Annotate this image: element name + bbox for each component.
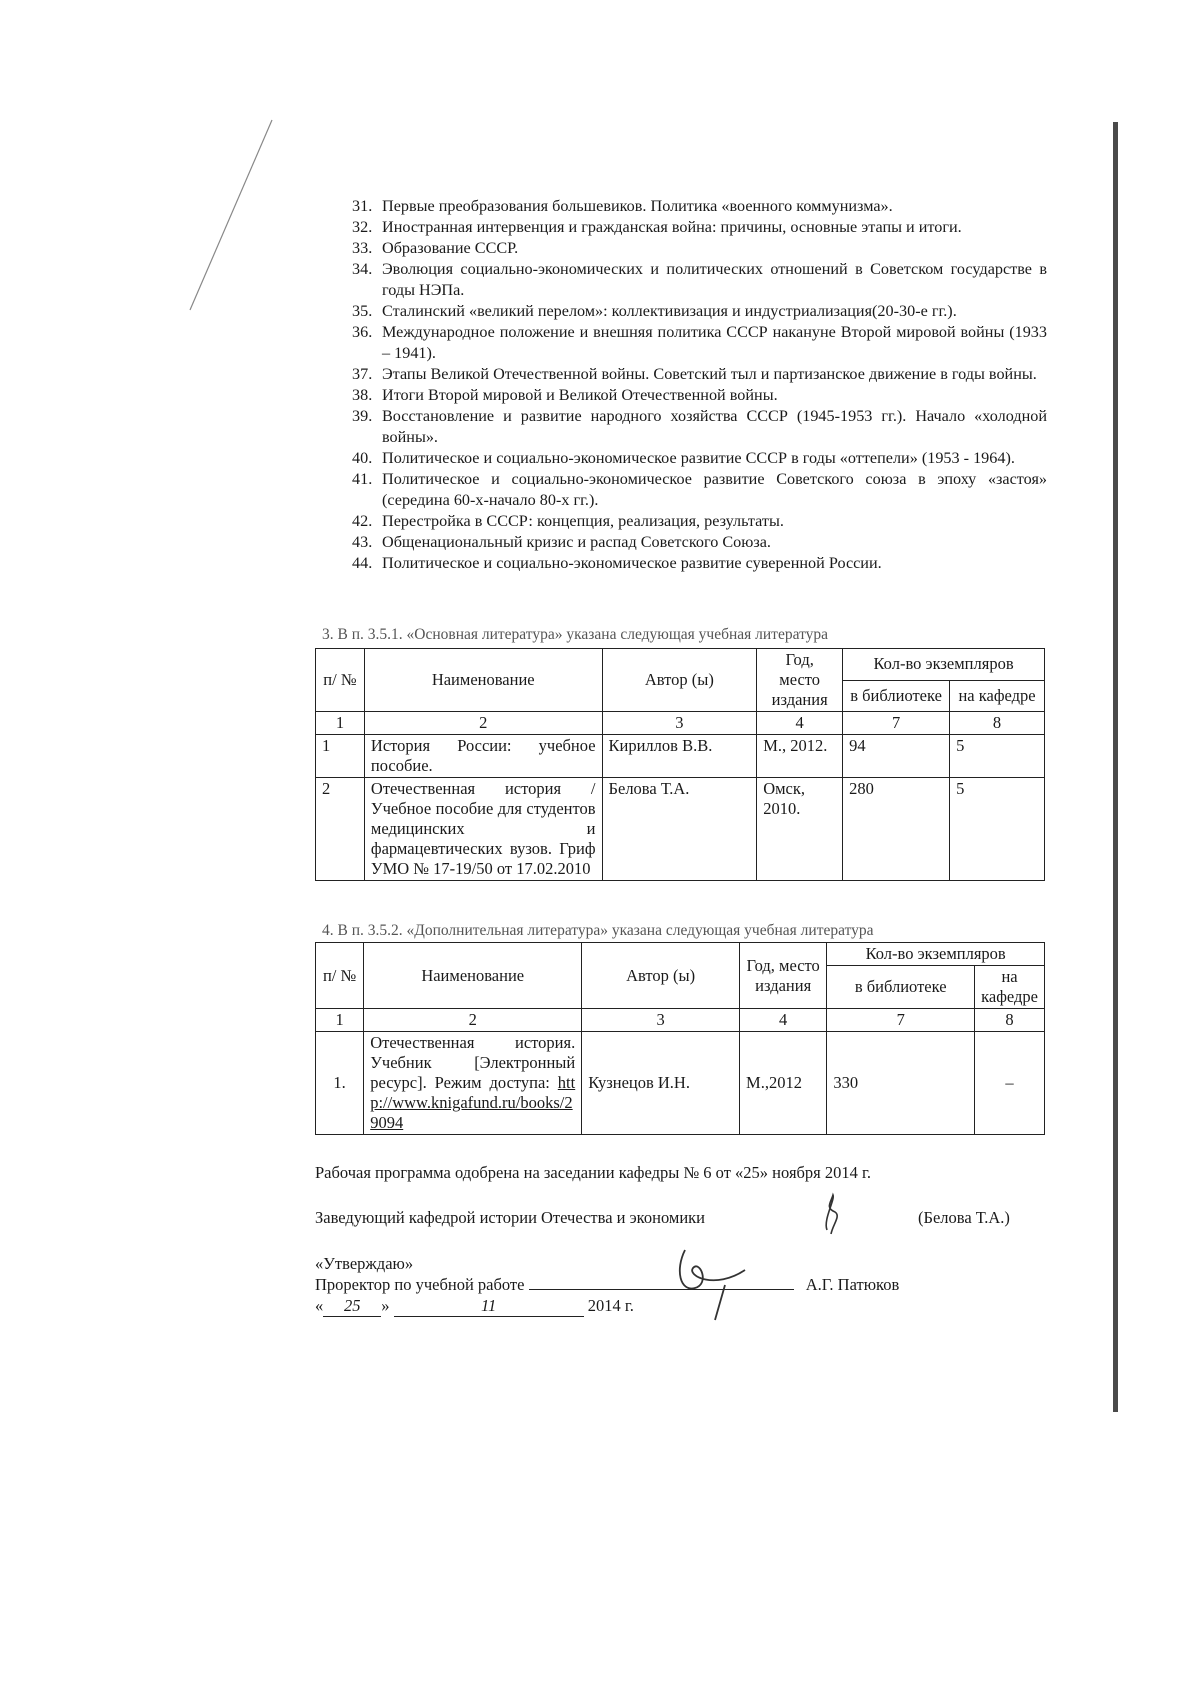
list-item-number: 37. (352, 365, 373, 383)
col-header-library: в библиотеке (827, 966, 975, 1009)
scan-artifact-line (0, 0, 300, 320)
list-item (352, 448, 1047, 469)
list-item-text: Сталинский «великий перелом»: коллективизация и индустриализация(20-30-е гг.). (382, 302, 957, 320)
list-item (352, 511, 1047, 532)
table-index-row (316, 712, 1045, 735)
list-item-text: Восстановление и развитие народного хозяйства СССР (1945-1953 гг.). Начало «холодной войны». (382, 407, 1047, 446)
list-item-text: Политическое и социально-экономическое развитие Советского союза в эпоху «застоя» (середина 60-х-начало 80-х гг.). (382, 470, 1047, 509)
date-year: 2014 г. (587, 1296, 634, 1315)
col-header-copies: Кол-во экземпляров (827, 943, 1045, 966)
list-item-number: 31. (352, 197, 373, 215)
col-header-copies: Кол-во экземпляров (843, 649, 1045, 681)
list-item (352, 385, 1047, 406)
index-cell: 4 (740, 1009, 827, 1032)
list-item-number: 33. (352, 239, 373, 257)
section3-caption: 3. В п. 3.5.1. «Основная литература» указана следующая учебная литература (322, 626, 829, 643)
section4-caption: 4. В п. 3.5.2. «Дополнительная литература» указана следующая учебная литература (322, 922, 874, 939)
main-literature-table (315, 648, 1045, 881)
approval-note: Рабочая программа одобрена на заседании кафедры № 6 от «25» ноября 2014 г. (315, 1163, 872, 1182)
list-item-text: Политическое и социально-экономическое развитие СССР в годы «оттепели» (1953 - 1964). (382, 449, 1015, 467)
cell-name: История России: учебное пособие. (364, 735, 602, 778)
list-item-text: Иностранная интервенция и гражданская война: причины, основные этапы и итоги. (382, 218, 962, 236)
date-open-quote: « (315, 1296, 324, 1315)
index-cell: 7 (827, 1009, 975, 1032)
cell-num: 2 (316, 778, 365, 881)
col-header-name: Наименование (364, 943, 582, 1009)
vice-rector-signature (655, 1230, 765, 1325)
vice-rector-label: Проректор по учебной работе (315, 1275, 525, 1294)
index-cell: 2 (364, 712, 602, 735)
col-header-dept: на кафедре (950, 680, 1045, 712)
col-header-year: Год, место издания (740, 943, 827, 1009)
table-row (316, 778, 1045, 881)
index-cell: 8 (975, 1009, 1045, 1032)
cell-library: 94 (843, 735, 950, 778)
index-cell: 7 (843, 712, 950, 735)
col-header-name: Наименование (364, 649, 602, 712)
table-header-row (316, 943, 1045, 966)
list-item-text: Общенациональный кризис и распад Советского Союза. (382, 533, 771, 551)
list-item (352, 238, 1047, 259)
list-item-number: 34. (352, 260, 373, 278)
list-item (352, 259, 1047, 301)
index-cell: 1 (316, 712, 365, 735)
list-item (352, 406, 1047, 448)
table-header-row (316, 649, 1045, 681)
col-header-num: п/ № (316, 943, 364, 1009)
cell-author: Кузнецов И.Н. (582, 1032, 740, 1135)
cell-name: Отечественная история / Учебное пособие для студентов медицинских и фармацевтических вузов. Гриф УМО № 17-19/50 от 17.02.2010 (364, 778, 602, 881)
index-cell: 3 (602, 712, 757, 735)
list-item-text: Перестройка в СССР: концепция, реализация, результаты. (382, 512, 784, 530)
list-item-text: Итоги Второй мировой и Великой Отечественной войны. (382, 386, 778, 404)
resource-link[interactable]: http://www.knigafund.ru/books/29094 (370, 1073, 576, 1132)
index-cell: 3 (582, 1009, 740, 1032)
col-header-author: Автор (ы) (602, 649, 757, 712)
list-item-text: Эволюция социально-экономических и политических отношений в Советском государстве в годы НЭПа. (382, 260, 1047, 299)
index-cell: 4 (757, 712, 843, 735)
list-item-number: 38. (352, 386, 373, 404)
table-row (316, 735, 1045, 778)
list-item-text: Образование СССР. (382, 239, 519, 257)
col-header-library: в библиотеке (843, 680, 950, 712)
list-item-number: 32. (352, 218, 373, 236)
head-of-dept-label: Заведующий кафедрой истории Отечества и экономики (315, 1208, 705, 1227)
date-close-quote: » (381, 1296, 390, 1315)
head-signature (805, 1190, 865, 1240)
list-item-number: 40. (352, 449, 373, 467)
cell-num: 1. (316, 1032, 364, 1135)
cell-year: М., 2012. (757, 735, 843, 778)
cell-num: 1 (316, 735, 365, 778)
cell-year: М.,2012 (740, 1032, 827, 1135)
cell-author: Белова Т.А. (602, 778, 757, 881)
head-of-dept-name: (Белова Т.А.) (918, 1208, 1010, 1227)
cell-library: 280 (843, 778, 950, 881)
list-item-text: Международное положение и внешняя политика СССР накануне Второй мировой войны (1933 – 1941). (382, 323, 1047, 362)
index-cell: 8 (950, 712, 1045, 735)
date-month: 11 (394, 1296, 584, 1317)
cell-library: 330 (827, 1032, 975, 1135)
list-item (352, 196, 1047, 217)
list-item-number: 35. (352, 302, 373, 320)
list-item (352, 553, 1047, 574)
col-header-year: Год, место издания (757, 649, 843, 712)
col-header-author: Автор (ы) (582, 943, 740, 1009)
vice-rector-name: А.Г. Патюков (805, 1275, 900, 1294)
list-item-number: 36. (352, 323, 373, 341)
scan-edge-line (1113, 122, 1118, 1412)
col-header-num: п/ № (316, 649, 365, 712)
list-item-number: 42. (352, 512, 373, 530)
cell-author: Кириллов В.В. (602, 735, 757, 778)
list-item (352, 532, 1047, 553)
date-line (315, 1296, 634, 1317)
index-cell: 1 (316, 1009, 364, 1032)
approve-word: «Утверждаю» (315, 1254, 414, 1273)
table-row (316, 1032, 1045, 1135)
list-item-number: 39. (352, 407, 373, 425)
exam-topics-list (352, 196, 1047, 574)
cell-year: Омск, 2010. (757, 778, 843, 881)
cell-dept: 5 (950, 735, 1045, 778)
list-item (352, 469, 1047, 511)
list-item-text: Первые преобразования большевиков. Политика «военного коммунизма». (382, 197, 893, 215)
table-index-row (316, 1009, 1045, 1032)
list-item-text: Этапы Великой Отечественной войны. Советский тыл и партизанское движение в годы войны. (382, 365, 1037, 383)
cell-name (364, 1032, 582, 1135)
list-item (352, 322, 1047, 364)
list-item-number: 41. (352, 470, 373, 488)
cell-name-text: Отечественная история. Учебник [Электронный ресурс]. Режим доступа: (370, 1033, 576, 1092)
additional-literature-table (315, 942, 1045, 1135)
list-item-text: Политическое и социально-экономическое развитие суверенной России. (382, 554, 882, 572)
col-header-dept: на кафедре (975, 966, 1045, 1009)
cell-dept: – (975, 1032, 1045, 1135)
list-item (352, 364, 1047, 385)
list-item-number: 43. (352, 533, 373, 551)
index-cell: 2 (364, 1009, 582, 1032)
list-item (352, 301, 1047, 322)
cell-dept: 5 (950, 778, 1045, 881)
vice-rector-line (315, 1275, 899, 1295)
list-item-number: 44. (352, 554, 373, 572)
list-item (352, 217, 1047, 238)
date-day: 25 (323, 1296, 381, 1317)
